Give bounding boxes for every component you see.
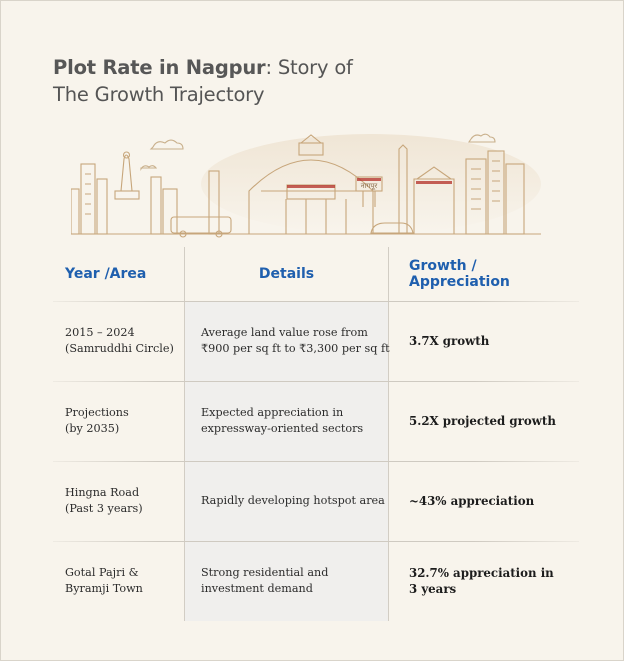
- row-growth: 32.7% appreciation in 3 years: [409, 566, 554, 596]
- row-details: Strong residential and investment demand: [184, 541, 389, 621]
- title-line2: The Growth Trajectory: [53, 83, 265, 106]
- skyline-sign-text: नागपूर: [360, 182, 378, 190]
- table-row: [53, 301, 579, 381]
- nagpur-skyline-illustration: [71, 129, 541, 241]
- row-growth: ~43% appreciation: [409, 494, 535, 508]
- header-details: Details: [184, 247, 389, 301]
- row-details: Rapidly developing hotspot area: [184, 461, 389, 541]
- row-growth: 5.2X projected growth: [409, 414, 556, 428]
- row-growth: 3.7X growth: [409, 334, 490, 348]
- header-growth: Growth / Appreciation: [409, 258, 510, 290]
- row-details: Expected appreciation in expressway-oriented sectors: [184, 381, 389, 461]
- row-area: Gotal Pajri & Byramji Town: [65, 566, 143, 595]
- table-row: [53, 461, 579, 541]
- row-details: Average land value rose from ₹900 per sq ft to ₹3,300 per sq ft: [184, 301, 389, 381]
- header-year-area: Year /Area: [65, 266, 147, 282]
- growth-table: [53, 247, 579, 621]
- table-header: [53, 247, 579, 301]
- title-rest: : Story of: [265, 56, 353, 79]
- row-area: Hingna Road (Past 3 years): [65, 486, 143, 515]
- title-bold: Plot Rate in Nagpur: [53, 56, 266, 79]
- row-area: 2015 – 2024 (Samruddhi Circle): [65, 326, 174, 355]
- page-title: [53, 54, 353, 108]
- table-row: [53, 381, 579, 461]
- row-area: Projections (by 2035): [65, 406, 129, 435]
- table-row: [53, 541, 579, 621]
